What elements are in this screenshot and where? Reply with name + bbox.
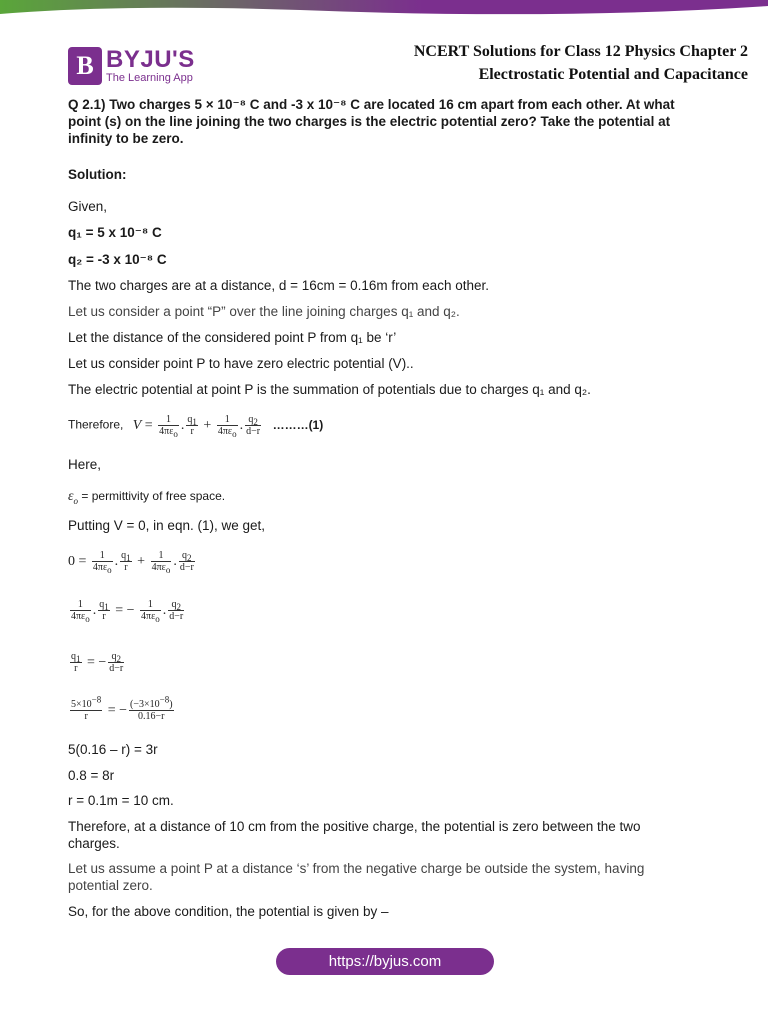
epsilon-definition: $\varepsilon_o$ = permittivity of free space. <box>68 489 226 506</box>
putting-line: Putting V = 0, in eqn. (1), we get, <box>68 518 265 533</box>
consider-line: Let us consider a point “P” over the line joining charges q₁ and q₂. <box>68 304 460 319</box>
given-label: Given, <box>68 199 108 214</box>
equation-3: $\frac{1}{4\pi\varepsilon_o}$ . $\frac{q_1}{r}$ = − $\frac{1}{4\pi\varepsilon_o}$ . $\frac{q_2}{d-r}$ <box>71 599 184 624</box>
let-r-line: Let the distance of the considered point P from q₁ be ‘r’ <box>68 330 397 345</box>
equation-2: 0 = $\frac{1}{4\pi\varepsilon_o}$ . $\frac{q_1}{r}$ + $\frac{1}{4\pi\varepsilon_o}$ . $\frac{q_2}{d-r}$ <box>68 550 194 575</box>
document-header <box>414 40 748 86</box>
equation-c: r = 0.1m = 10 cm. <box>68 793 174 808</box>
therefore-prefix: Therefore, <box>68 417 124 432</box>
equation-tag: ………(1) <box>272 417 324 432</box>
equation-b: 0.8 = 8r <box>68 768 115 783</box>
logo-name: BYJU'S <box>106 45 195 73</box>
equation-4: $\frac{q_1}{r}$ = − $\frac{q_2}{d-r}$ <box>71 651 124 674</box>
distance-line: The two charges are at a distance, d = 16cm = 0.16m from each other. <box>68 278 489 293</box>
so-line: So, for the above condition, the potential is given by – <box>68 904 389 919</box>
top-accent-bar <box>0 0 768 16</box>
header-line-2: Electrostatic Potential and Capacitance <box>478 66 748 83</box>
here-label: Here, <box>68 457 102 472</box>
zero-potential-line: Let us consider point P to have zero electric potential (V).. <box>68 356 414 371</box>
question-text: Q 2.1) Two charges 5 × 10⁻⁸ C and -3 x 10⁻⁸ C are located 16 cm apart from each other. At what point (s) on the line joining the two charges is the electric potential zero? Take the potential at infinity to be zero. <box>68 97 675 146</box>
summation-line: The electric potential at point P is the summation of potentials due to charges q₁ and q₂. <box>68 382 591 397</box>
equation-a: 5(0.16 – r) = 3r <box>68 742 158 757</box>
logo-tagline: The Learning App <box>106 71 193 84</box>
equation-5: $\frac{5\times 10^{-8}}{r}$ = − $\frac{(-3\times 10^{-8})}{0.16-r}$ <box>71 694 173 722</box>
header-line-1: NCERT Solutions for Class 12 Physics Chapter 2 <box>413 43 748 60</box>
q2-value: q₂ = -3 x 10⁻⁸ C <box>68 252 167 267</box>
equation-1: Therefore, V = $\frac{1}{4\pi\varepsilon_o}$ . $\frac{q_1}{r}$ + $\frac{1}{4\pi\varepsilon_o}$ . $\frac{q_2}{d-r}$ ………(1) <box>68 414 324 439</box>
q1-value: q₁ = 5 x 10⁻⁸ C <box>68 225 162 240</box>
solution-label: Solution: <box>68 167 127 182</box>
document-body <box>68 96 708 919</box>
assume-text: Let us assume a point P at a distance ‘s’ from the negative charge be outside the system, having potential zero. <box>68 861 645 893</box>
conclusion-text: Therefore, at a distance of 10 cm from the positive charge, the potential is zero between the two charges. <box>68 819 641 851</box>
byjus-logo <box>68 46 195 86</box>
logo-badge: B <box>68 47 102 85</box>
footer-url-link[interactable]: https://byjus.com <box>276 948 494 975</box>
